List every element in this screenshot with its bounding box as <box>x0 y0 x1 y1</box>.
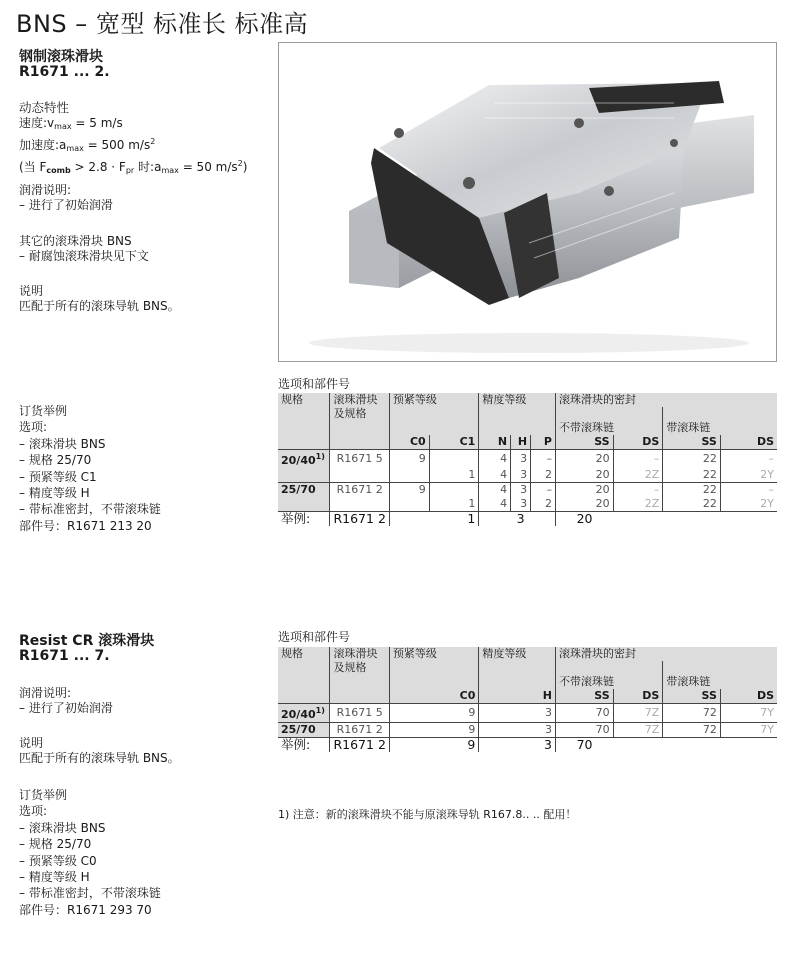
other-text: – 耐腐蚀滚珠滑块见下文 <box>19 249 149 263</box>
note-2 <box>19 736 180 766</box>
col-preload-header: 预紧等级 <box>389 393 478 435</box>
section1-heading-line2: R1671 ... 2. <box>19 64 110 80</box>
order-line: – 带标准密封，不带滚珠链 <box>19 502 161 517</box>
with-chain-header: 带滚珠链 <box>663 661 777 689</box>
options-table-1 <box>278 393 777 526</box>
order-line: – 预紧等级 C0 <box>19 853 97 868</box>
col-ss2: SS <box>663 689 721 704</box>
col-h: H <box>479 689 556 704</box>
example-seal: 70 <box>556 738 614 753</box>
example-preload: 1 <box>429 512 479 527</box>
section2-heading <box>19 634 154 664</box>
col-block-header: 滚珠滑块 及规格 <box>330 647 389 689</box>
col-ss2: SS <box>663 435 721 450</box>
product-image <box>278 42 777 362</box>
col-precision-header: 精度等级 <box>479 393 556 435</box>
footnote: 1) 注意：新的滚珠滑块不能与原滚珠导轨 R167.8.. .. 配用！ <box>278 808 577 821</box>
col-ss1: SS <box>556 689 614 704</box>
example-row <box>278 738 777 753</box>
table-row: 1 4 3 2 20 2Z 22 2Y <box>278 468 777 483</box>
order-line: 选项: <box>19 804 48 819</box>
order-part-number: 部件号：R1671 213 20 <box>19 518 152 533</box>
col-c1: C1 <box>429 435 479 450</box>
no-chain-header: 不带滚珠链 <box>555 407 662 435</box>
table-row: 20/40$^{1)}$ R1671 5 9 4 3 – 20 – 22 – <box>278 450 777 469</box>
dynamic-specs <box>19 100 247 178</box>
example-seal: 20 <box>555 512 613 527</box>
lube-notes-2 <box>19 686 113 716</box>
col-p: P <box>531 435 556 450</box>
section1-heading-line1: 钢制滚珠滑块 <box>19 49 103 65</box>
col-ss1: SS <box>555 435 613 450</box>
example-row <box>278 512 777 527</box>
order-part-number: 部件号：R1671 293 70 <box>19 902 152 917</box>
example-part: R1671 2 <box>330 738 389 753</box>
col-c0: C0 <box>389 689 478 704</box>
col-ds2: DS <box>720 689 777 704</box>
col-ds1: DS <box>613 689 663 704</box>
accel-line: 加速度$:a_{max} = 500$ $m/s^2$ <box>19 137 156 153</box>
order-line: – 滚珠滑块 BNS <box>19 436 106 451</box>
section1-heading <box>19 50 110 80</box>
table-row: 25/70 R1671 2 9 4 3 – 20 – 22 – <box>278 483 777 498</box>
ball-runner-block-illustration <box>279 43 777 362</box>
order-line: – 滚珠滑块 BNS <box>19 820 106 835</box>
col-size-header: 规格 <box>278 393 330 435</box>
example-precision: 3 <box>479 738 556 753</box>
note-1 <box>19 284 180 314</box>
lube-text: – 进行了初始润滑 <box>19 198 113 212</box>
example-label: 举例: <box>278 512 330 527</box>
example-label: 举例: <box>278 738 330 753</box>
page-title: BNS – 宽型 标准长 标准高 <box>16 10 309 38</box>
order-line: – 精度等级 H <box>19 870 90 885</box>
table1-caption: 选项和部件号 <box>278 377 351 391</box>
col-ds2: DS <box>720 435 777 450</box>
order-line: – 规格 25/70 <box>19 453 92 468</box>
speed-line: 速度$:v_{max} = 5$ m/s <box>19 116 123 131</box>
example-preload: 9 <box>389 738 478 753</box>
order-line: – 预紧等级 C1 <box>19 469 97 484</box>
col-preload-header: 预紧等级 <box>389 647 478 689</box>
no-chain-header: 不带滚珠链 <box>556 661 663 689</box>
order-example-2 <box>19 787 161 918</box>
col-ds1: DS <box>613 435 663 450</box>
order-title: 订货举例 <box>19 788 68 802</box>
example-precision: 3 <box>511 512 531 527</box>
example-part: R1671 2 <box>330 512 389 527</box>
table-row: 25/70 R1671 2 9 3 70 7Z 72 7Y <box>278 723 777 738</box>
lube-title: 润滑说明: <box>19 183 72 197</box>
note-title: 说明 <box>19 736 44 750</box>
lube-text: – 进行了初始润滑 <box>19 701 113 715</box>
col-size-header: 规格 <box>278 647 330 689</box>
order-line: – 带标准密封，不带滚珠链 <box>19 886 161 901</box>
order-title: 订货举例 <box>19 404 68 418</box>
order-line: – 精度等级 H <box>19 486 90 501</box>
col-n: N <box>479 435 511 450</box>
section2-heading-line1: Resist CR 滚珠滑块 <box>19 633 155 649</box>
section2-heading-line2: R1671 ... 7. <box>19 648 110 664</box>
note-text: 匹配于所有的滚珠导轨 BNS。 <box>19 751 180 765</box>
table-row: 20/40$^{1)}$ R1671 5 9 3 70 7Z 72 7Y <box>278 704 777 723</box>
col-h: H <box>511 435 531 450</box>
dynamic-title: 动态特性 <box>19 100 70 115</box>
options-table-2 <box>278 647 777 752</box>
col-seal-header: 滚珠滑块的密封 <box>556 647 778 661</box>
order-line: 选项: <box>19 420 48 435</box>
table2-caption: 选项和部件号 <box>278 630 351 644</box>
table-row: 1 4 3 2 20 2Z 22 2Y <box>278 497 777 512</box>
with-chain-header: 带滚珠链 <box>663 407 777 435</box>
col-block-header: 滚珠滑块 及规格 <box>330 393 389 435</box>
condition-line: (当 $F_{comb} > 2.8 \cdot F_{pr}$ 时$:a_{max} = 50$ $m/s^2$) <box>19 159 248 175</box>
other-title: 其它的滚珠滑块 BNS <box>19 234 132 248</box>
col-c0: C0 <box>389 435 429 450</box>
lube-title: 润滑说明: <box>19 686 72 700</box>
order-line: – 规格 25/70 <box>19 837 92 852</box>
lube-notes-1 <box>19 183 113 213</box>
col-precision-header: 精度等级 <box>479 647 556 689</box>
note-text: 匹配于所有的滚珠导轨 BNS。 <box>19 299 180 313</box>
other-blocks <box>19 234 149 264</box>
note-title: 说明 <box>19 284 44 298</box>
col-seal-header: 滚珠滑块的密封 <box>555 393 777 407</box>
order-example-1 <box>19 403 161 534</box>
